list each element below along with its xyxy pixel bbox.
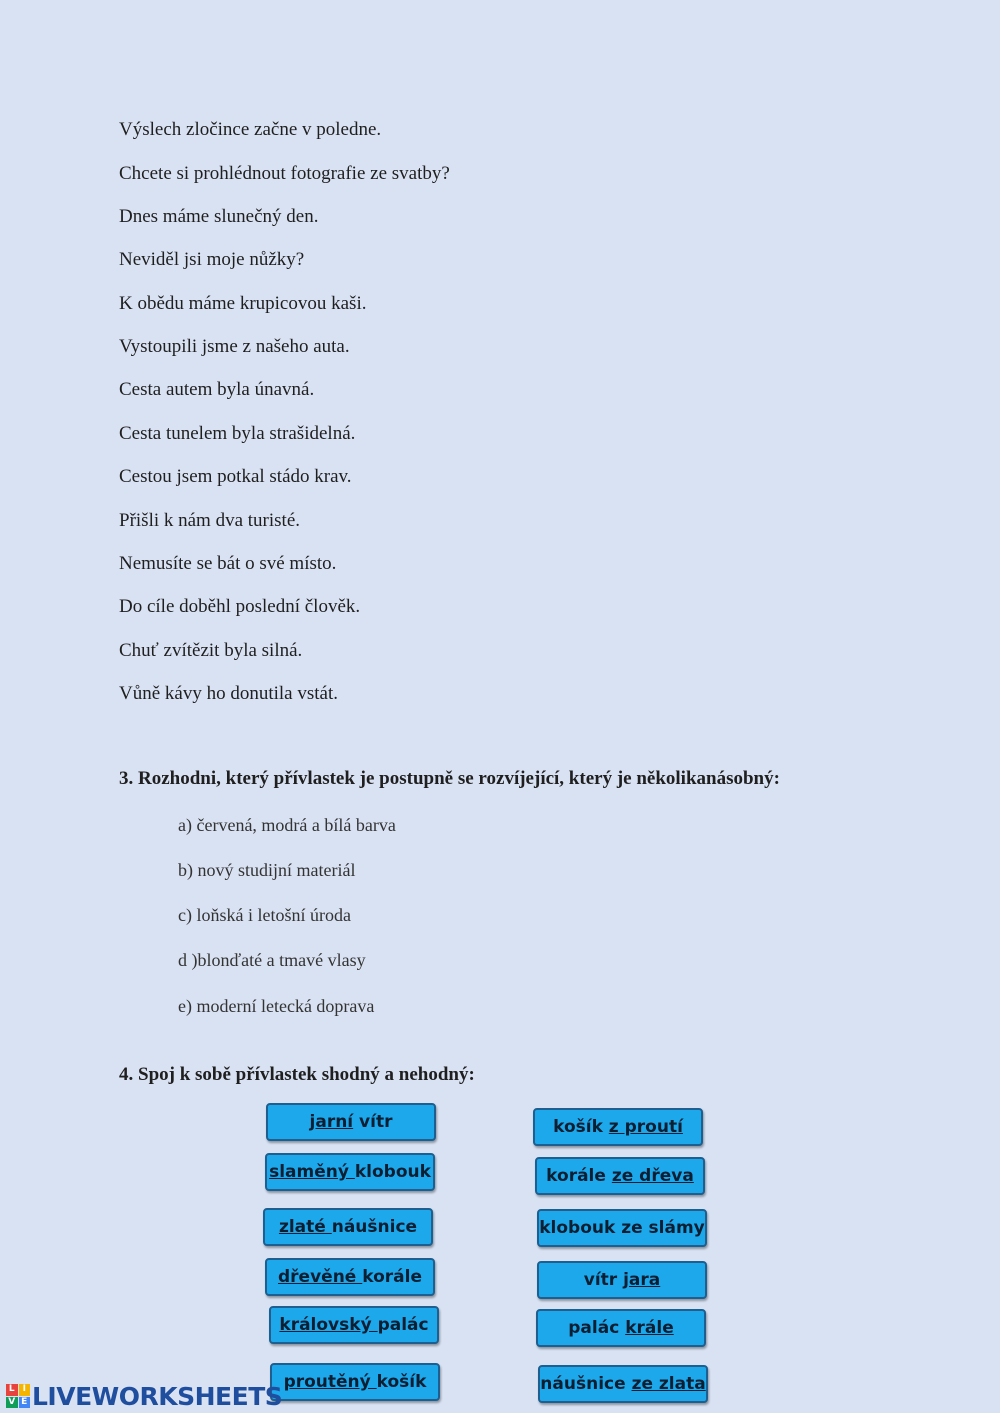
card-text: klobouk ze slámy [539, 1218, 705, 1238]
logo-text: LIVEWORKSHEETS [32, 1381, 283, 1411]
logo-icon-letter: E [19, 1397, 31, 1409]
sentence: Výslech zločince začne v poledne. [119, 119, 382, 140]
sentence: Cesta autem byla únavná. [119, 379, 315, 400]
card-underlined-text: slaměný [269, 1162, 355, 1182]
match-card-right[interactable] [537, 1261, 707, 1299]
card-text: palác [377, 1315, 429, 1335]
task3-option: e) moderní letecká doprava [178, 996, 375, 1016]
card-text: palác [568, 1318, 626, 1338]
card-text: vítr [583, 1270, 624, 1290]
logo-icon-letter: L [6, 1384, 18, 1396]
card-text: vítr [353, 1112, 393, 1132]
logo-icon-letter: I [19, 1384, 31, 1396]
match-card-left[interactable] [263, 1208, 433, 1246]
card-text: korále [362, 1267, 422, 1287]
card-text: korále [546, 1166, 612, 1186]
card-underlined-text: krále [625, 1318, 674, 1338]
sentence: Nemusíte se bát o své místo. [119, 553, 337, 574]
card-underlined-text: ze dřeva [611, 1166, 694, 1186]
match-card-right[interactable] [538, 1365, 708, 1403]
sentence: Vůně kávy ho donutila vstát. [119, 683, 338, 704]
sentence: Do cíle doběhl poslední člověk. [119, 596, 361, 617]
card-underlined-text: zlaté [278, 1217, 332, 1237]
match-card-right[interactable] [533, 1108, 703, 1146]
liveworksheets-logo [6, 1382, 282, 1410]
match-card-left[interactable] [269, 1306, 439, 1344]
match-card-left[interactable] [265, 1258, 435, 1296]
card-underlined-text: jara [623, 1270, 661, 1290]
sentence: Přišli k nám dva turisté. [119, 510, 301, 531]
card-underlined-text: jarní [309, 1112, 354, 1132]
card-text: košík [376, 1372, 427, 1392]
sentence: K obědu máme krupicovou kaši. [119, 293, 367, 314]
sentence: Chcete si prohlédnout fotografie ze svatby? [119, 163, 450, 184]
match-card-left[interactable] [270, 1363, 440, 1401]
task4-heading: 4. Spoj k sobě přívlastek shodný a nehodný: [119, 1064, 475, 1085]
card-underlined-text: z proutí [608, 1117, 683, 1137]
sentence: Cesta tunelem byla strašidelná. [119, 423, 356, 444]
card-text: košík [553, 1117, 609, 1137]
card-underlined-text: proutěný [283, 1372, 377, 1392]
sentence: Cestou jsem potkal stádo krav. [119, 466, 352, 487]
task3-option: d )blonďaté a tmavé vlasy [178, 950, 366, 970]
sentence: Neviděl jsi moje nůžky? [119, 249, 305, 270]
card-underlined-text: královský [279, 1315, 378, 1335]
logo-icon [6, 1384, 30, 1408]
sentence: Vystoupili jsme z našeho auta. [119, 336, 350, 357]
logo-icon-letter: V [6, 1397, 18, 1409]
match-card-right[interactable] [535, 1157, 705, 1195]
task3-heading: 3. Rozhodni, který přívlastek je postupně se rozvíjející, který je několikanásobný: [119, 768, 780, 789]
sentence: Dnes máme slunečný den. [119, 206, 319, 227]
card-text: náušnice [331, 1217, 418, 1237]
card-underlined-text: ze zlata [631, 1374, 706, 1394]
card-underlined-text: dřevěné [278, 1267, 363, 1287]
sentence: Chuť zvítězit byla silná. [119, 640, 303, 661]
task3-option: a) červená, modrá a bílá barva [178, 815, 396, 835]
match-card-right[interactable] [536, 1309, 706, 1347]
task3-option: b) nový studijní materiál [178, 860, 356, 880]
card-text: náušnice [540, 1374, 632, 1394]
match-card-left[interactable] [266, 1103, 436, 1141]
match-card-left[interactable] [265, 1153, 435, 1191]
match-card-right[interactable] [537, 1209, 707, 1247]
card-text: klobouk [354, 1162, 431, 1182]
task3-option: c) loňská i letošní úroda [178, 905, 351, 925]
